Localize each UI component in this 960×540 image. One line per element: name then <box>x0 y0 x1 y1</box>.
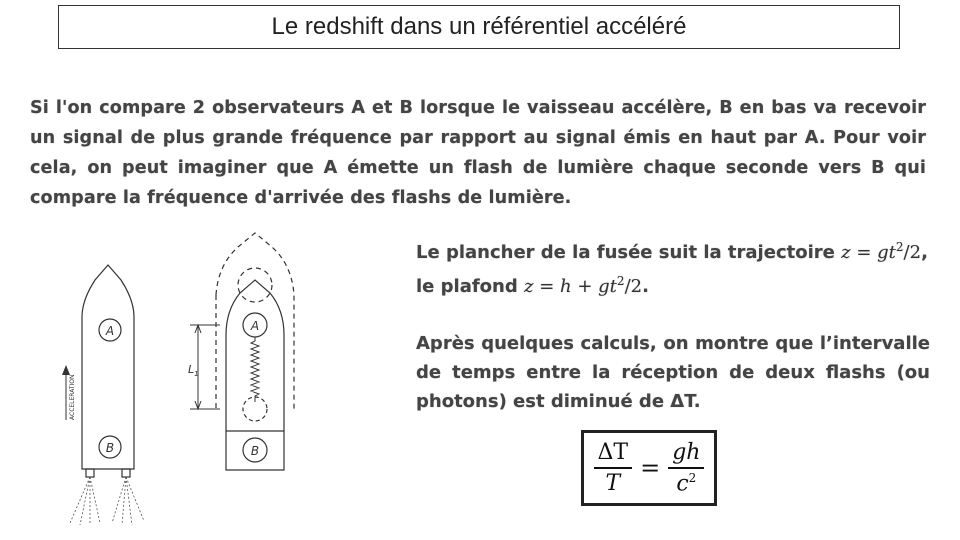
observer-a-label-right: A <box>250 319 260 333</box>
acceleration-label: ACCELERATION <box>69 374 76 420</box>
explanation-text <box>416 233 930 416</box>
intro-paragraph: Si l'on compare 2 observateurs A et B lorsque le vaisseau accélère, B en bas va recevoir un signal de plus grande fréquence par rapport au signal émis en haut par A. Pour voir cela, on peut imaginer que A émette un flash de lumière chaque seconde vers B qui compare la fréquence d'arrivée des flashs de lumière. <box>30 98 926 208</box>
redshift-formula <box>581 430 717 506</box>
trajectory-text: Le plancher de la fusée suit la trajectoire <box>416 242 842 263</box>
formula-rhs: $\frac{gh}{c^2}$ <box>668 440 704 496</box>
exhaust-plume <box>70 477 144 525</box>
observer-b-label-right: B <box>250 444 260 458</box>
ceiling-text: le plafond <box>416 276 525 297</box>
formula-equals: = <box>640 454 661 482</box>
page-title: Le redshift dans un référentiel accéléré <box>271 13 687 40</box>
floor-equation: $z = gt^2/2$ <box>841 240 922 263</box>
trajectory-paragraph: Le plancher de la fusée suit la trajectoire $z = gt^2/2$, le plafond $z = h + gt^2/2$. <box>416 240 928 297</box>
length-label: $L_1$ <box>188 363 199 378</box>
observer-a-label-left: A <box>105 324 115 338</box>
ceiling-equation: $z = h + gt^2/2$ <box>524 274 643 297</box>
rocket-diagram <box>40 225 310 530</box>
title-box <box>58 5 900 49</box>
formula-lhs: $\frac{\Delta T}{T}$ <box>594 440 633 496</box>
observer-b-label-left: B <box>105 441 115 455</box>
result-paragraph: Après quelques calculs, on montre que l’intervalle de temps entre la réception de deux flashs (ou photons) est diminué de ΔT. <box>416 333 930 412</box>
spring <box>251 337 259 402</box>
acceleration-arrow-head <box>62 365 70 375</box>
